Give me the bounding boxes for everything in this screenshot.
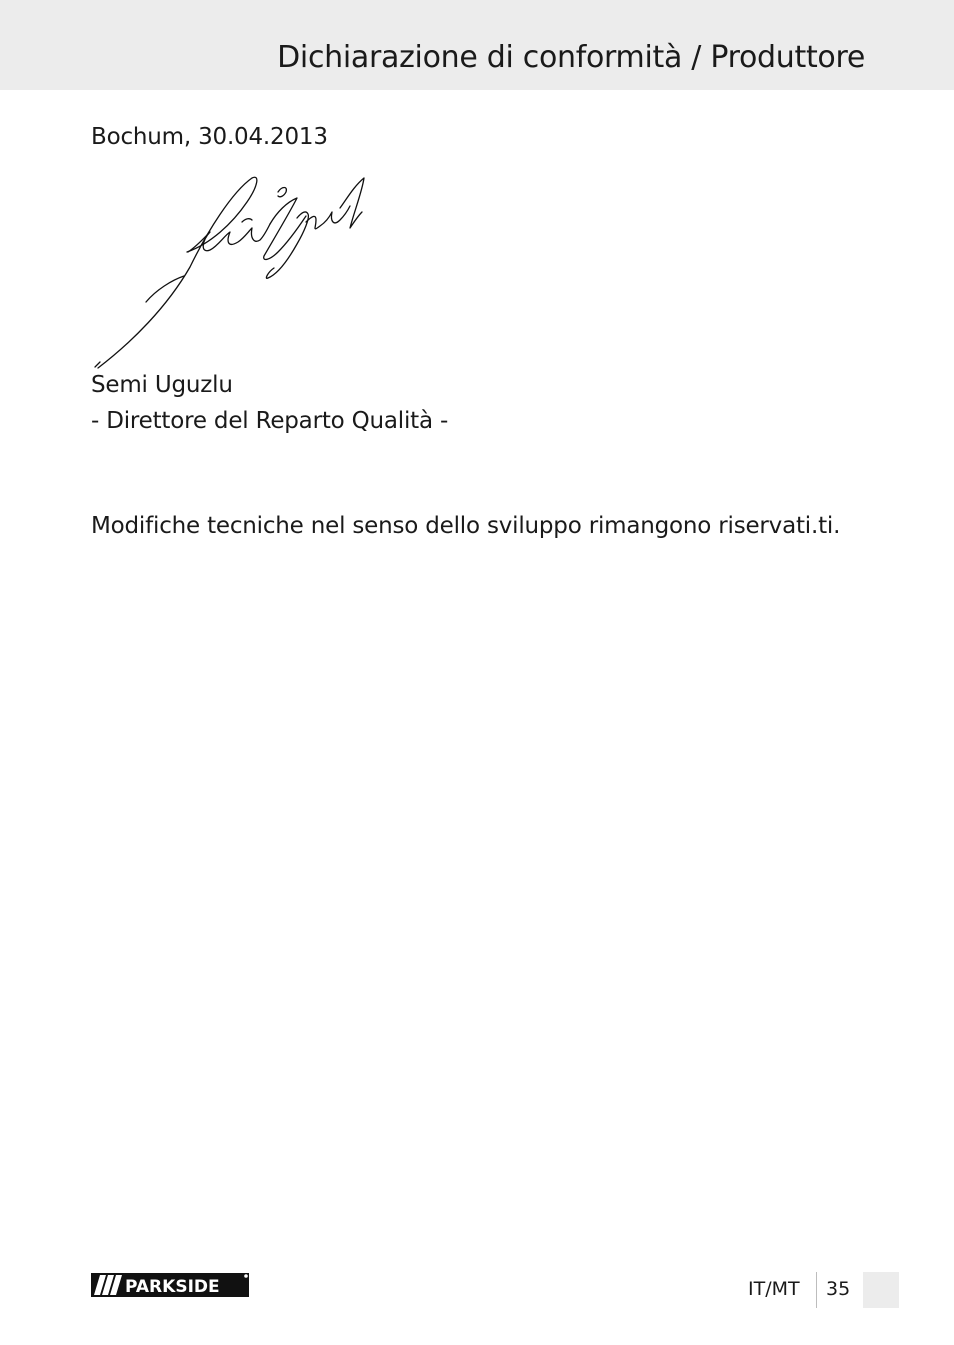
footer-divider — [816, 1272, 817, 1308]
page-title: Dichiarazione di conformità / Produttore — [277, 40, 865, 75]
page-number: 35 — [826, 1278, 851, 1300]
signer-role: - Direttore del Reparto Qualità - — [91, 408, 449, 434]
technical-notice: Modifiche tecniche nel senso dello sviluppo rimangono riservati.ti. — [91, 513, 841, 539]
signature — [92, 172, 372, 372]
signer-name: Semi Uguzlu — [91, 372, 233, 398]
footer-tab-marker — [863, 1272, 899, 1308]
place-date: Bochum, 30.04.2013 — [91, 124, 328, 150]
brand-text: PARKSIDE — [125, 1277, 220, 1297]
parkside-logo — [91, 1273, 249, 1297]
footer-language: IT/MT — [748, 1278, 800, 1300]
